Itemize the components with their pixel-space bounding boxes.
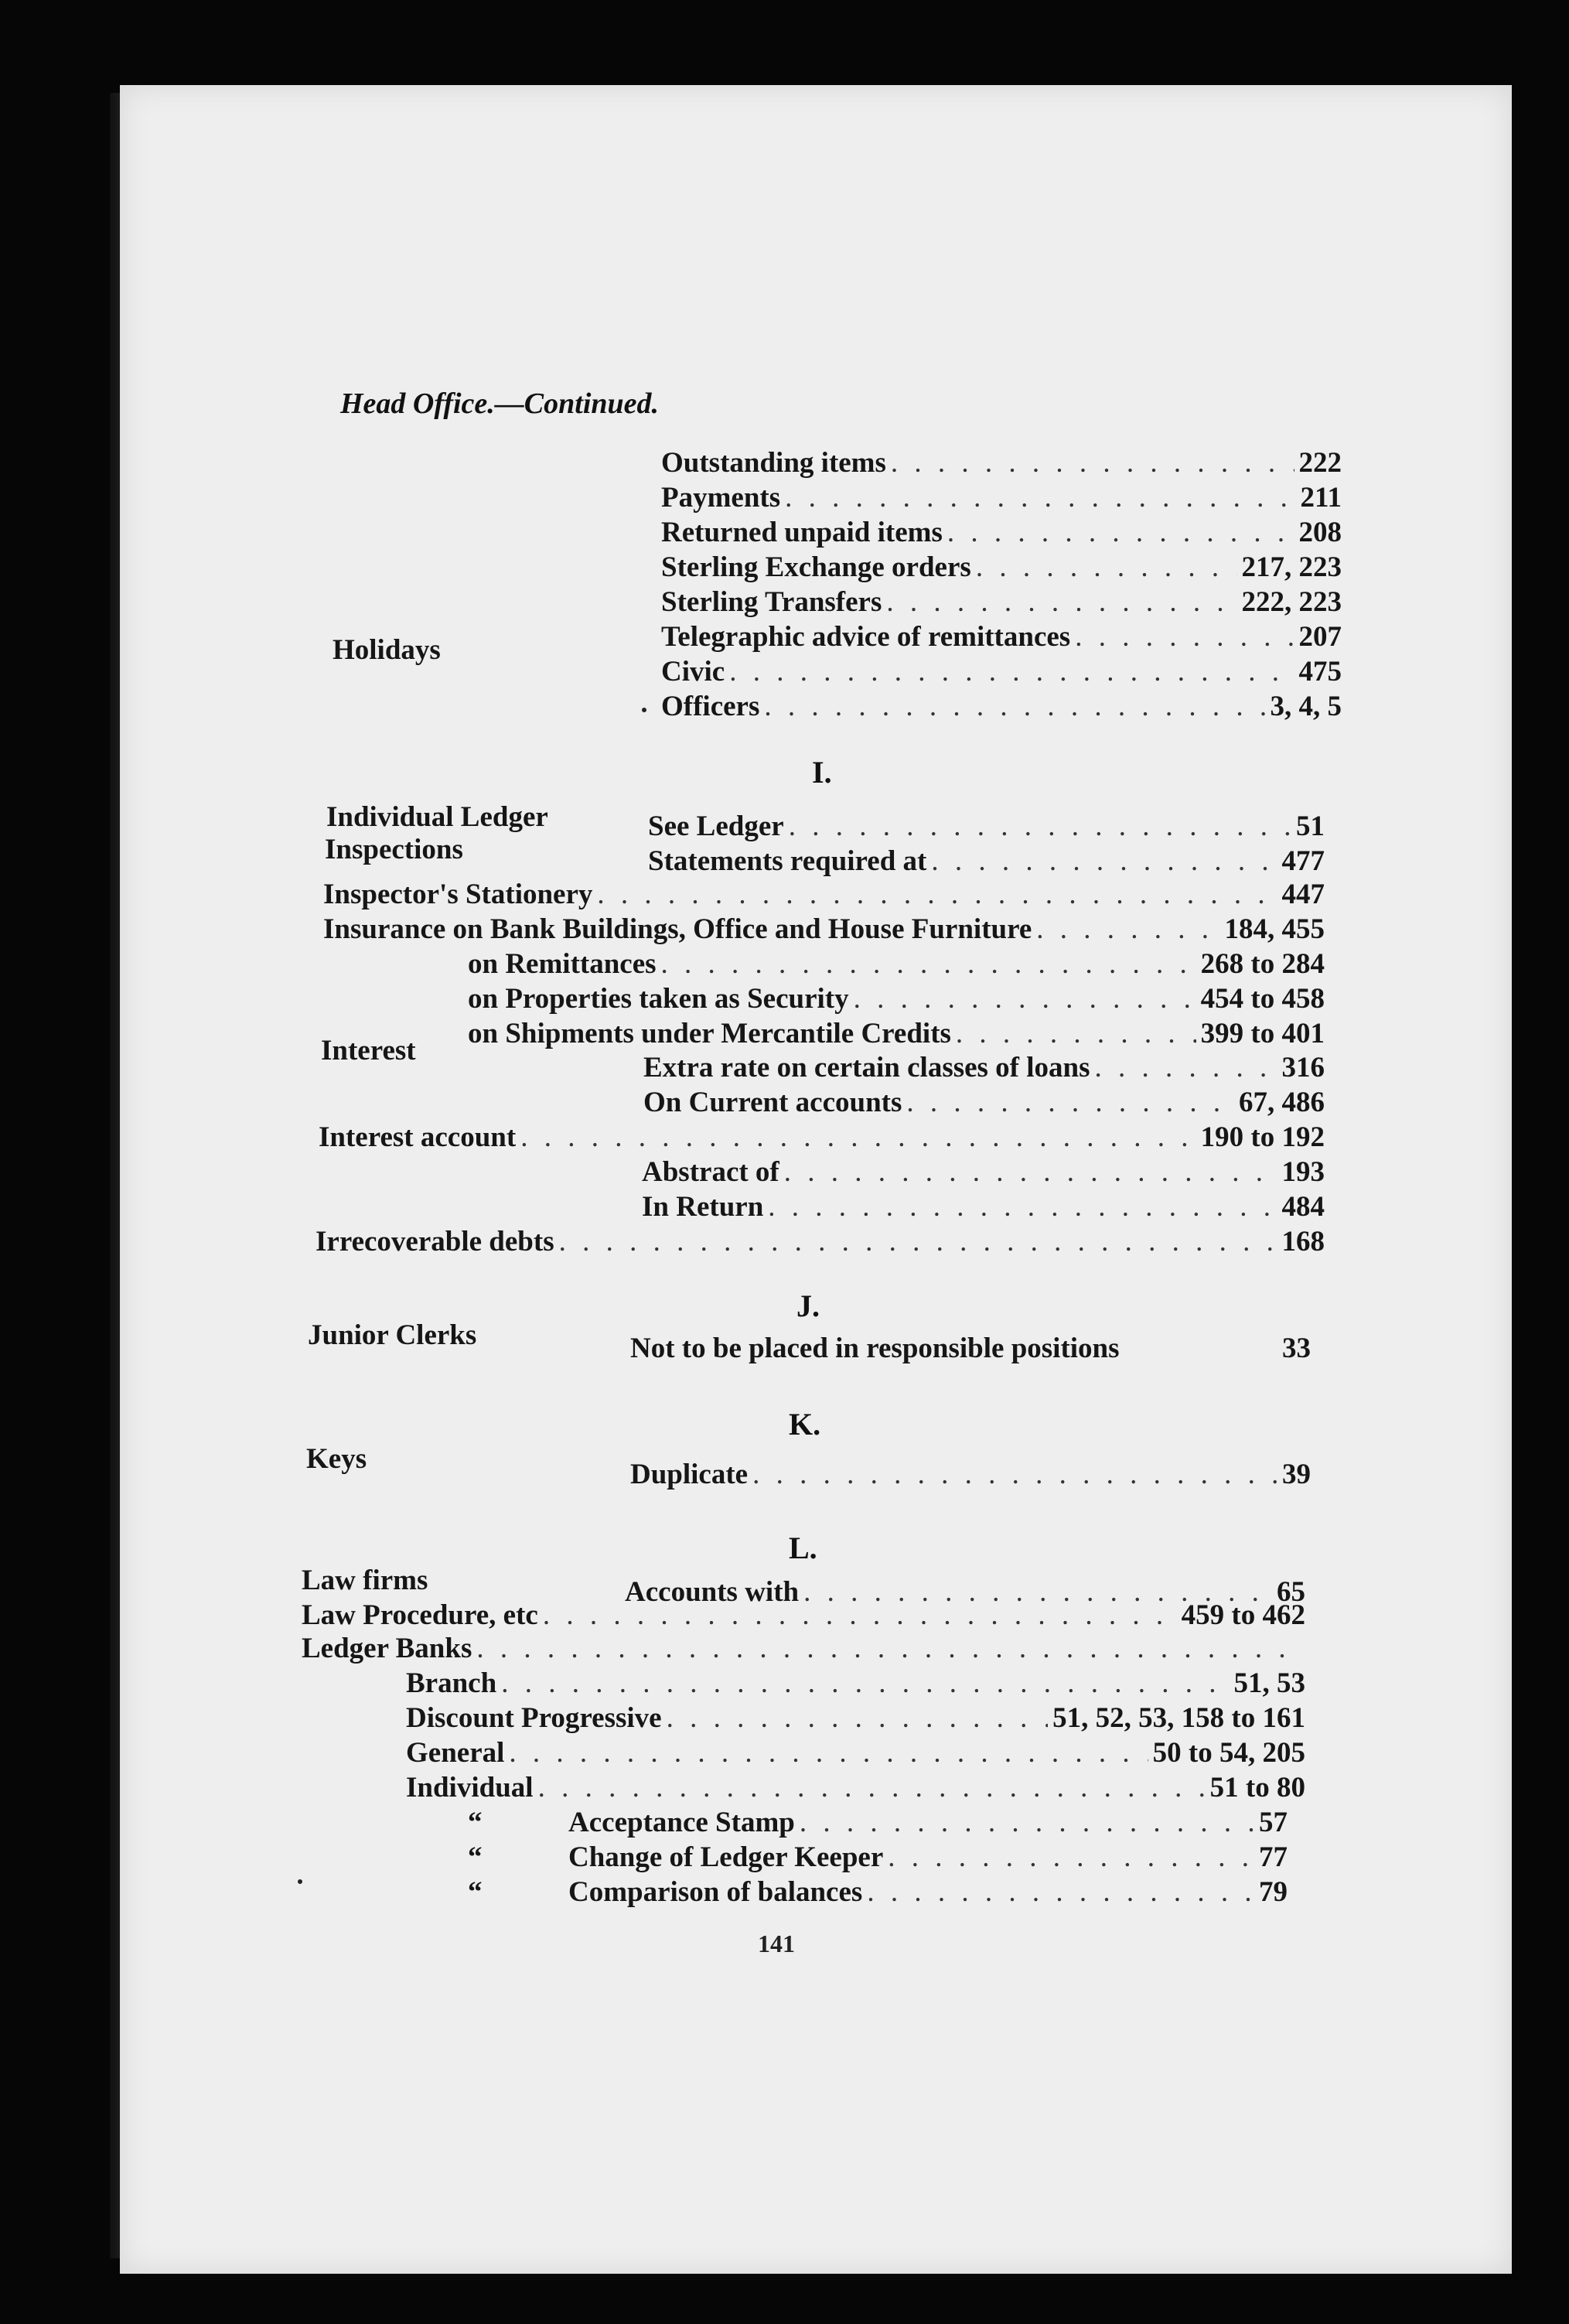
index-line: Insurance on Bank Buildings, Office and House Furniture . . . 184, 455: [323, 915, 1325, 944]
index-line: On Current accounts . . . 67, 486: [643, 1088, 1325, 1117]
index-line: Comparison of balances . . . 79: [568, 1878, 1288, 1906]
index-line: Outstanding items . . . 222: [661, 449, 1342, 477]
index-heading: Holidays: [333, 634, 441, 666]
index-line: In Return . . . 484: [642, 1193, 1325, 1221]
index-line: Branch . . . 51, 53: [406, 1669, 1305, 1698]
index-heading: Interest: [321, 1035, 416, 1066]
index-heading: Law firms: [302, 1565, 428, 1596]
running-head: Head Office.—Continued.: [340, 387, 660, 420]
index-line: on Properties taken as Security . . . 454 to 458: [468, 985, 1325, 1013]
index-heading: Keys: [306, 1443, 367, 1475]
index-line: Statements required at . . . 477: [648, 847, 1325, 875]
index-line: Discount Progressive . . . 51, 52, 53, 158 to 161: [406, 1704, 1305, 1732]
index-line: Officers . . . 3, 4, 5: [661, 692, 1342, 721]
index-line: on Remittances . . . 268 to 284: [468, 950, 1325, 978]
index-line: Returned unpaid items . . . 208: [661, 518, 1342, 547]
index-heading: Inspections: [325, 834, 463, 865]
index-line: Payments . . . 211: [661, 483, 1342, 512]
index-line: Acceptance Stamp . . . 57: [568, 1808, 1288, 1837]
index-line: Civic . . . 475: [661, 657, 1342, 686]
index-line: Not to be placed in responsible positions 33: [630, 1333, 1311, 1364]
index-line: on Shipments under Mercantile Credits . . . 399 to 401: [468, 1019, 1325, 1048]
index-line: Law Procedure, etc . . . 459 to 462: [302, 1601, 1305, 1630]
section-letter: I.: [812, 755, 832, 790]
section-letter: K.: [789, 1407, 821, 1442]
index-line: Accounts with . . . 65: [625, 1578, 1305, 1606]
ditto-mark: “: [468, 1807, 483, 1838]
index-line: Abstract of . . . 193: [642, 1158, 1325, 1186]
section-letter: L.: [789, 1531, 817, 1565]
index-line: Irrecoverable debts . . . 168: [316, 1227, 1325, 1256]
index-line: Individual . . . 51 to 80: [406, 1773, 1305, 1802]
index-line: Inspector's Stationery . . . 447: [323, 880, 1325, 909]
ditto-mark: “: [468, 1841, 483, 1873]
index-line: Sterling Transfers . . . 222, 223: [661, 588, 1342, 616]
index-line: Sterling Exchange orders . . . 217, 223: [661, 553, 1342, 582]
index-line: Duplicate . . . 39: [630, 1460, 1311, 1489]
page-number: 141: [758, 1930, 795, 1957]
section-letter: J.: [796, 1288, 820, 1323]
ink-speck: [642, 708, 646, 712]
index-line: Interest account . . . 190 to 192: [319, 1123, 1325, 1152]
index-line: General . . . 50 to 54, 205: [406, 1739, 1305, 1767]
index-line: Ledger Banks . . .: [302, 1634, 1305, 1663]
index-line: Extra rate on certain classes of loans . . . 316: [643, 1053, 1325, 1082]
ink-speck: [298, 1879, 302, 1884]
index-heading: Individual Ledger: [326, 801, 548, 833]
index-line: Telegraphic advice of remittances . . . 207: [661, 623, 1342, 651]
index-line: See Ledger . . . 51: [648, 812, 1325, 841]
ditto-mark: “: [468, 1876, 483, 1908]
index-line: Change of Ledger Keeper . . . 77: [568, 1843, 1288, 1872]
index-heading: Junior Clerks: [308, 1319, 477, 1351]
